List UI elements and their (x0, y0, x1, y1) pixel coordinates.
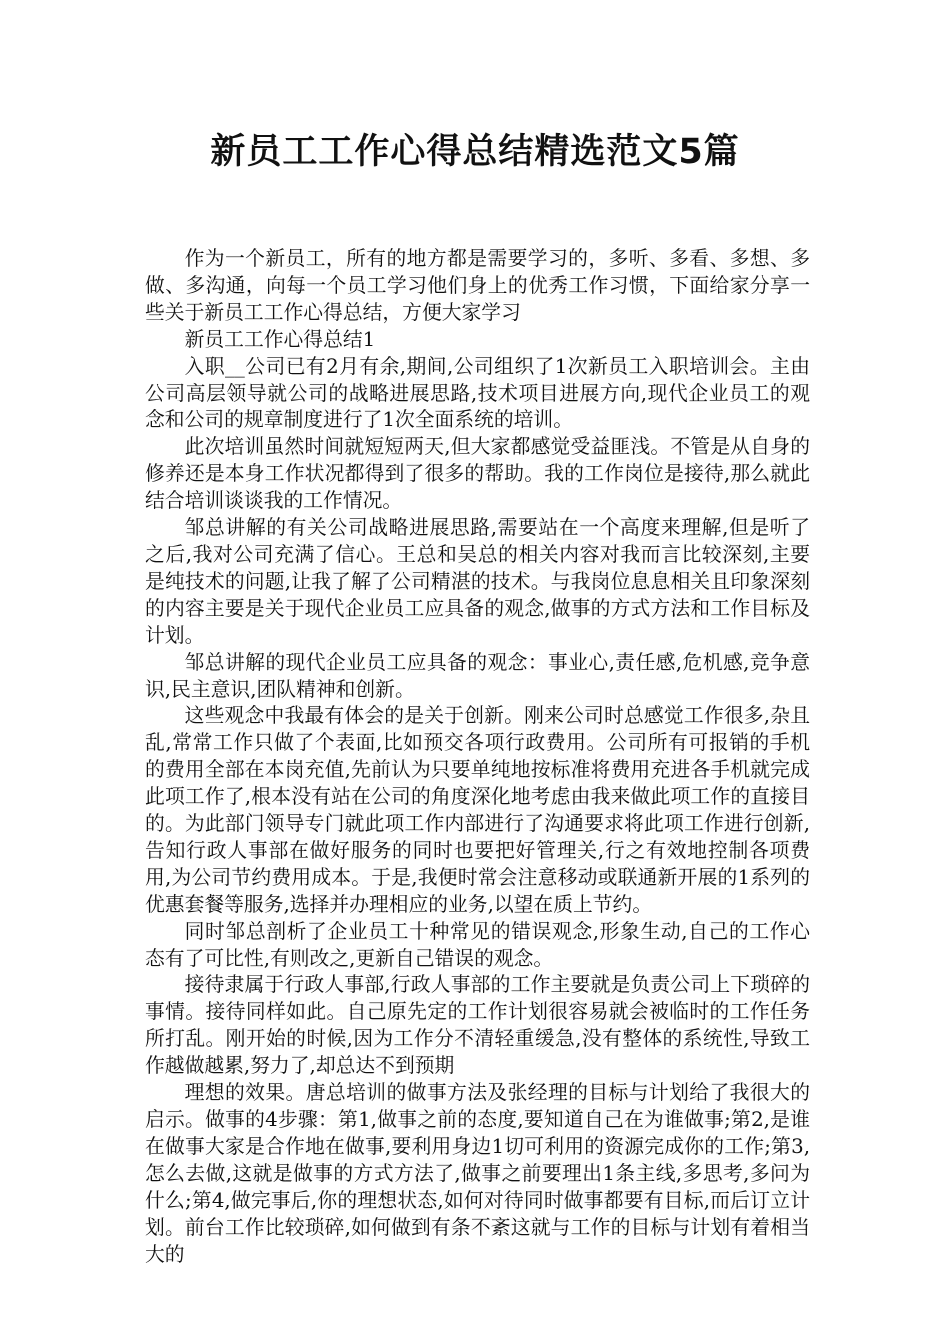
body-paragraph: 这些观念中我最有体会的是关于创新。刚来公司时总感觉工作很多,杂且乱,常常工作只做了个表面,比如预交各项行政费用。公司所有可报销的手机的费用全部在本岗充值,先前认为只要单纯地按标准将费用充进各手机就完成此项工作了,根本没有站在公司的角度深化地考虑由我来做此项工作的直接目的。为此部门领导专门就此项工作内部进行了沟通要求将此项工作进行创新,告知行政人事部在做好服务的同时也要把好管理关,行之有效地控制各项费用,为公司节约费用成本。于是,我便时常会注意移动或联通新开展的1系列的优惠套餐等服务,选择并办理相应的业务,以望在质上节约。 (145, 704, 810, 916)
document-body (145, 246, 810, 1268)
body-paragraph: 此次培训虽然时间就短短两天,但大家都感觉受益匪浅。不管是从自身的修养还是本身工作状况都得到了很多的帮助。我的工作岗位是接待,那么就此结合培训谈谈我的工作情况。 (145, 435, 810, 513)
body-paragraph: 接待隶属于行政人事部,行政人事部的工作主要就是负责公司上下琐碎的事情。接待同样如此。自己原先定的工作计划很容易就会被临时的工作任务所打乱。刚开始的时候,因为工作分不清轻重缓急,没有整体的系统性,导致工作越做越累,努力了,却总达不到预期 (145, 973, 810, 1078)
body-paragraph: 邹总讲解的现代企业员工应具备的观念：事业心,责任感,危机感,竞争意识,民主意识,团队精神和创新。 (145, 650, 810, 701)
body-paragraph: 入职__公司已有2月有余,期间,公司组织了1次新员工入职培训会。主由公司高层领导就公司的战略进展思路,技术项目进展方向,现代企业员工的观念和公司的规章制度进行了1次全面系统的培训。 (145, 354, 810, 432)
body-paragraph: 理想的效果。唐总培训的做事方法及张经理的目标与计划给了我很大的启示。做事的4步骤：第1,做事之前的态度,要知道自己在为谁做事;第2,是谁在做事大家是合作地在做事,要利用身边1切可利用的资源完成你的工作;第3,怎么去做,这就是做事的方式方法了,做事之前要理出1条主线,多思考,多问为什么;第4,做完事后,你的理想状态,如何对待同时做事都要有目标,而后订立计划。前台工作比较琐碎,如何做到有条不紊这就与工作的目标与计划有着相当大的 (145, 1081, 810, 1266)
body-paragraph: 邹总讲解的有关公司战略进展思路,需要站在一个高度来理解,但是听了之后,我对公司充满了信心。王总和吴总的相关内容对我而言比较深刻,主要是纯技术的问题,让我了解了公司精湛的技术。与我岗位息息相关且印象深刻的内容主要是关于现代企业员工应具备的观念,做事的方式方法和工作目标及计划。 (145, 516, 810, 647)
body-paragraph: 同时邹总剖析了企业员工十种常见的错误观念,形象生动,自己的工作心态有了可比性,有则改之,更新自己错误的观念。 (145, 919, 810, 970)
document-title: 新员工工作心得总结精选范文5篇 (210, 132, 740, 172)
section-heading: 新员工工作心得总结1 (184, 327, 376, 351)
intro-paragraph: 作为一个新员工，所有的地方都是需要学习的，多听、多看、多想、多做、多沟通，向每一个员工学习他们身上的优秀工作习惯，下面给家分享一些关于新员工工作心得总结，方便大家学习 (145, 247, 810, 324)
